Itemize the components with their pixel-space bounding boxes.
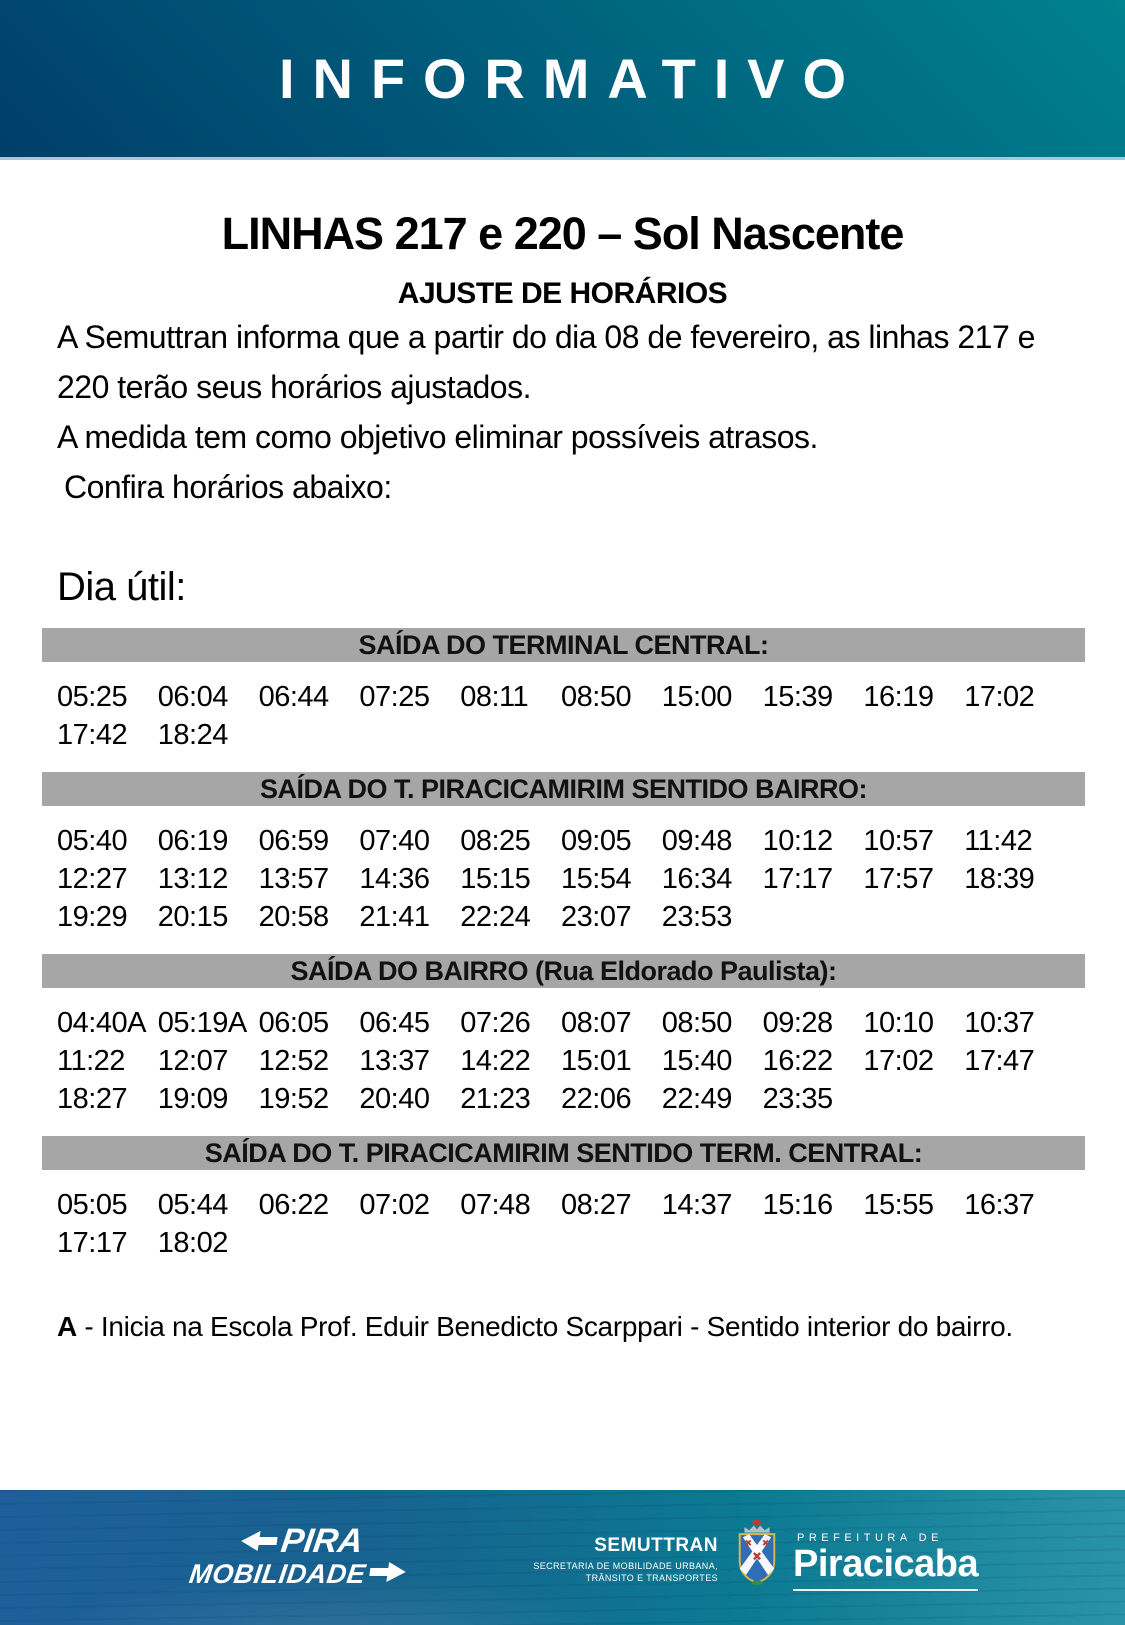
footer	[0, 1490, 1125, 1625]
time-cell: 23:53	[661, 901, 732, 933]
time-cell: 17:42	[57, 719, 128, 751]
mobilidade-logo-text: MOBILIDADE	[187, 1559, 368, 1589]
time-cell: 06:44	[258, 681, 329, 713]
time-cell: 13:57	[258, 863, 329, 895]
schedule-section	[42, 772, 1085, 936]
time-cell: 08:25	[460, 825, 531, 857]
time-cell: 15:55	[863, 1189, 934, 1221]
prefeitura-logo	[793, 1532, 978, 1591]
time-cell: 15:16	[762, 1189, 833, 1221]
time-cell: 10:37	[964, 1007, 1035, 1039]
time-cell: 07:48	[460, 1189, 531, 1221]
time-cell: 12:27	[57, 863, 128, 895]
time-cell: 04:40A	[57, 1007, 146, 1039]
schedule-header-bar	[42, 1136, 1085, 1170]
schedule-times-grid	[57, 1004, 1065, 1118]
time-cell: 05:25	[57, 681, 128, 713]
check-schedules-paragraph: Confira horários abaixo:	[64, 469, 392, 505]
time-cell: 16:19	[863, 681, 934, 713]
schedule-header-bar	[42, 954, 1085, 988]
time-cell: 21:23	[460, 1083, 531, 1115]
time-cell: 15:01	[561, 1045, 632, 1077]
schedule-header-bar	[42, 772, 1085, 806]
time-cell: 06:59	[258, 825, 329, 857]
time-cell: 07:26	[460, 1007, 531, 1039]
time-cell: 06:19	[157, 825, 228, 857]
coat-of-arms-icon	[733, 1520, 781, 1591]
time-cell: 16:37	[964, 1189, 1035, 1221]
time-cell: 07:40	[359, 825, 430, 857]
time-cell: 13:37	[359, 1045, 430, 1077]
time-cell: 17:02	[863, 1045, 934, 1077]
page-title: LINHAS 217 e 220 – Sol Nascente	[221, 208, 904, 259]
time-cell: 17:17	[762, 863, 833, 895]
time-cell: 15:39	[762, 681, 833, 713]
time-cell: 22:49	[661, 1083, 732, 1115]
left-arrow-icon	[239, 1524, 280, 1558]
semuttran-subtitle-line2: TRÂNSITO E TRANSPORTES	[585, 1572, 718, 1583]
schedule-times-grid	[57, 1186, 1065, 1262]
time-cell: 10:12	[762, 825, 833, 857]
time-cell: 11:22	[57, 1045, 125, 1077]
schedule-header-label: SAÍDA DO TERMINAL CENTRAL:	[358, 629, 769, 660]
banner	[0, 0, 1125, 160]
banner-title: INFORMATIVO	[278, 47, 864, 110]
time-cell: 08:27	[561, 1189, 632, 1221]
time-cell: 08:50	[561, 681, 632, 713]
schedule-header-bar	[42, 628, 1085, 662]
content	[42, 312, 1085, 1344]
schedule-times-grid	[57, 678, 1065, 754]
time-cell: 11:42	[964, 825, 1033, 857]
time-cell: 10:10	[863, 1007, 934, 1039]
time-cell: 14:36	[359, 863, 430, 895]
footnote-text: - Inicia na Escola Prof. Eduir Benedicto Scarppari - Sentido interior do bairro.	[84, 1311, 1013, 1342]
schedule-header-label: SAÍDA DO T. PIRACICAMIRIM SENTIDO TERM. CENTRAL:	[204, 1137, 923, 1168]
time-cell: 12:52	[258, 1045, 329, 1077]
time-cell: 18:24	[157, 719, 228, 751]
time-cell: 19:52	[258, 1083, 329, 1115]
time-cell: 17:02	[964, 681, 1035, 713]
time-cell: 05:19A	[157, 1007, 247, 1039]
time-cell: 18:27	[57, 1083, 128, 1115]
time-cell: 06:45	[359, 1007, 430, 1039]
schedule-section	[42, 628, 1085, 754]
time-cell: 20:58	[258, 901, 329, 933]
time-cell: 05:44	[157, 1189, 228, 1221]
time-cell: 08:07	[561, 1007, 632, 1039]
time-cell: 22:24	[460, 901, 531, 933]
schedule-header-label: SAÍDA DO BAIRRO (Rua Eldorado Paulista):	[290, 955, 837, 986]
time-cell: 15:00	[661, 681, 732, 713]
time-cell: 18:39	[964, 863, 1035, 895]
pira-mobilidade-logo	[188, 1524, 413, 1588]
time-cell: 14:22	[460, 1045, 531, 1077]
schedule-section	[42, 954, 1085, 1118]
time-cell: 09:48	[661, 825, 732, 857]
time-cell: 19:29	[57, 901, 128, 933]
time-cell: 23:07	[561, 901, 632, 933]
time-cell: 09:28	[762, 1007, 833, 1039]
pira-logo-text: PIRA	[278, 1522, 366, 1560]
time-cell: 06:05	[258, 1007, 329, 1039]
schedules	[42, 628, 1085, 1262]
time-cell: 14:37	[661, 1189, 732, 1221]
time-cell: 05:40	[57, 825, 128, 857]
time-cell: 08:11	[460, 681, 529, 713]
time-cell: 21:41	[359, 901, 430, 933]
prefeitura-city: Piracicaba	[793, 1544, 978, 1591]
time-cell: 06:22	[258, 1189, 329, 1221]
time-cell: 05:05	[57, 1189, 128, 1221]
time-cell: 15:54	[561, 863, 632, 895]
semuttran-subtitle-line1: SECRETARIA DE MOBILIDADE URBANA,	[533, 1560, 718, 1571]
time-cell: 10:57	[863, 825, 934, 857]
schedule-header-label: SAÍDA DO T. PIRACICAMIRIM SENTIDO BAIRRO:	[260, 773, 867, 804]
time-cell: 22:06	[561, 1083, 632, 1115]
schedule-times-grid	[57, 822, 1065, 936]
schedule-section	[42, 1136, 1085, 1262]
time-cell: 17:17	[57, 1227, 128, 1259]
time-cell: 19:09	[157, 1083, 228, 1115]
time-cell: 13:12	[157, 863, 228, 895]
right-arrow-icon	[368, 1561, 408, 1588]
time-cell: 20:40	[359, 1083, 430, 1115]
semuttran-logo	[533, 1536, 718, 1584]
purpose-paragraph: A medida tem como objetivo eliminar possíveis atrasos.	[57, 419, 818, 455]
time-cell: 23:35	[762, 1083, 833, 1115]
time-cell: 09:05	[561, 825, 632, 857]
time-cell: 16:34	[661, 863, 732, 895]
time-cell: 08:50	[661, 1007, 732, 1039]
footnote	[42, 1310, 1085, 1344]
time-cell: 17:57	[863, 863, 934, 895]
page-subtitle: AJUSTE DE HORÁRIOS	[397, 277, 728, 310]
prefeitura-label: PREFEITURA DE	[797, 1532, 943, 1544]
time-cell: 12:07	[157, 1045, 228, 1077]
intro-paragraph: A Semuttran informa que a partir do dia 08 de fevereiro, as linhas 217 e 220 terão seus horários ajustados.	[57, 319, 1035, 405]
time-cell: 16:22	[762, 1045, 833, 1077]
time-cell: 07:02	[359, 1189, 430, 1221]
time-cell: 17:47	[964, 1045, 1035, 1077]
time-cell: 15:15	[460, 863, 531, 895]
time-cell: 20:15	[157, 901, 228, 933]
time-cell: 07:25	[359, 681, 430, 713]
footnote-marker: A	[57, 1311, 77, 1342]
time-cell: 15:40	[661, 1045, 732, 1077]
time-cell: 18:02	[157, 1227, 228, 1259]
semuttran-name: SEMUTTRAN	[594, 1535, 718, 1556]
day-type-label: Dia útil:	[57, 565, 186, 609]
time-cell: 06:04	[157, 681, 228, 713]
